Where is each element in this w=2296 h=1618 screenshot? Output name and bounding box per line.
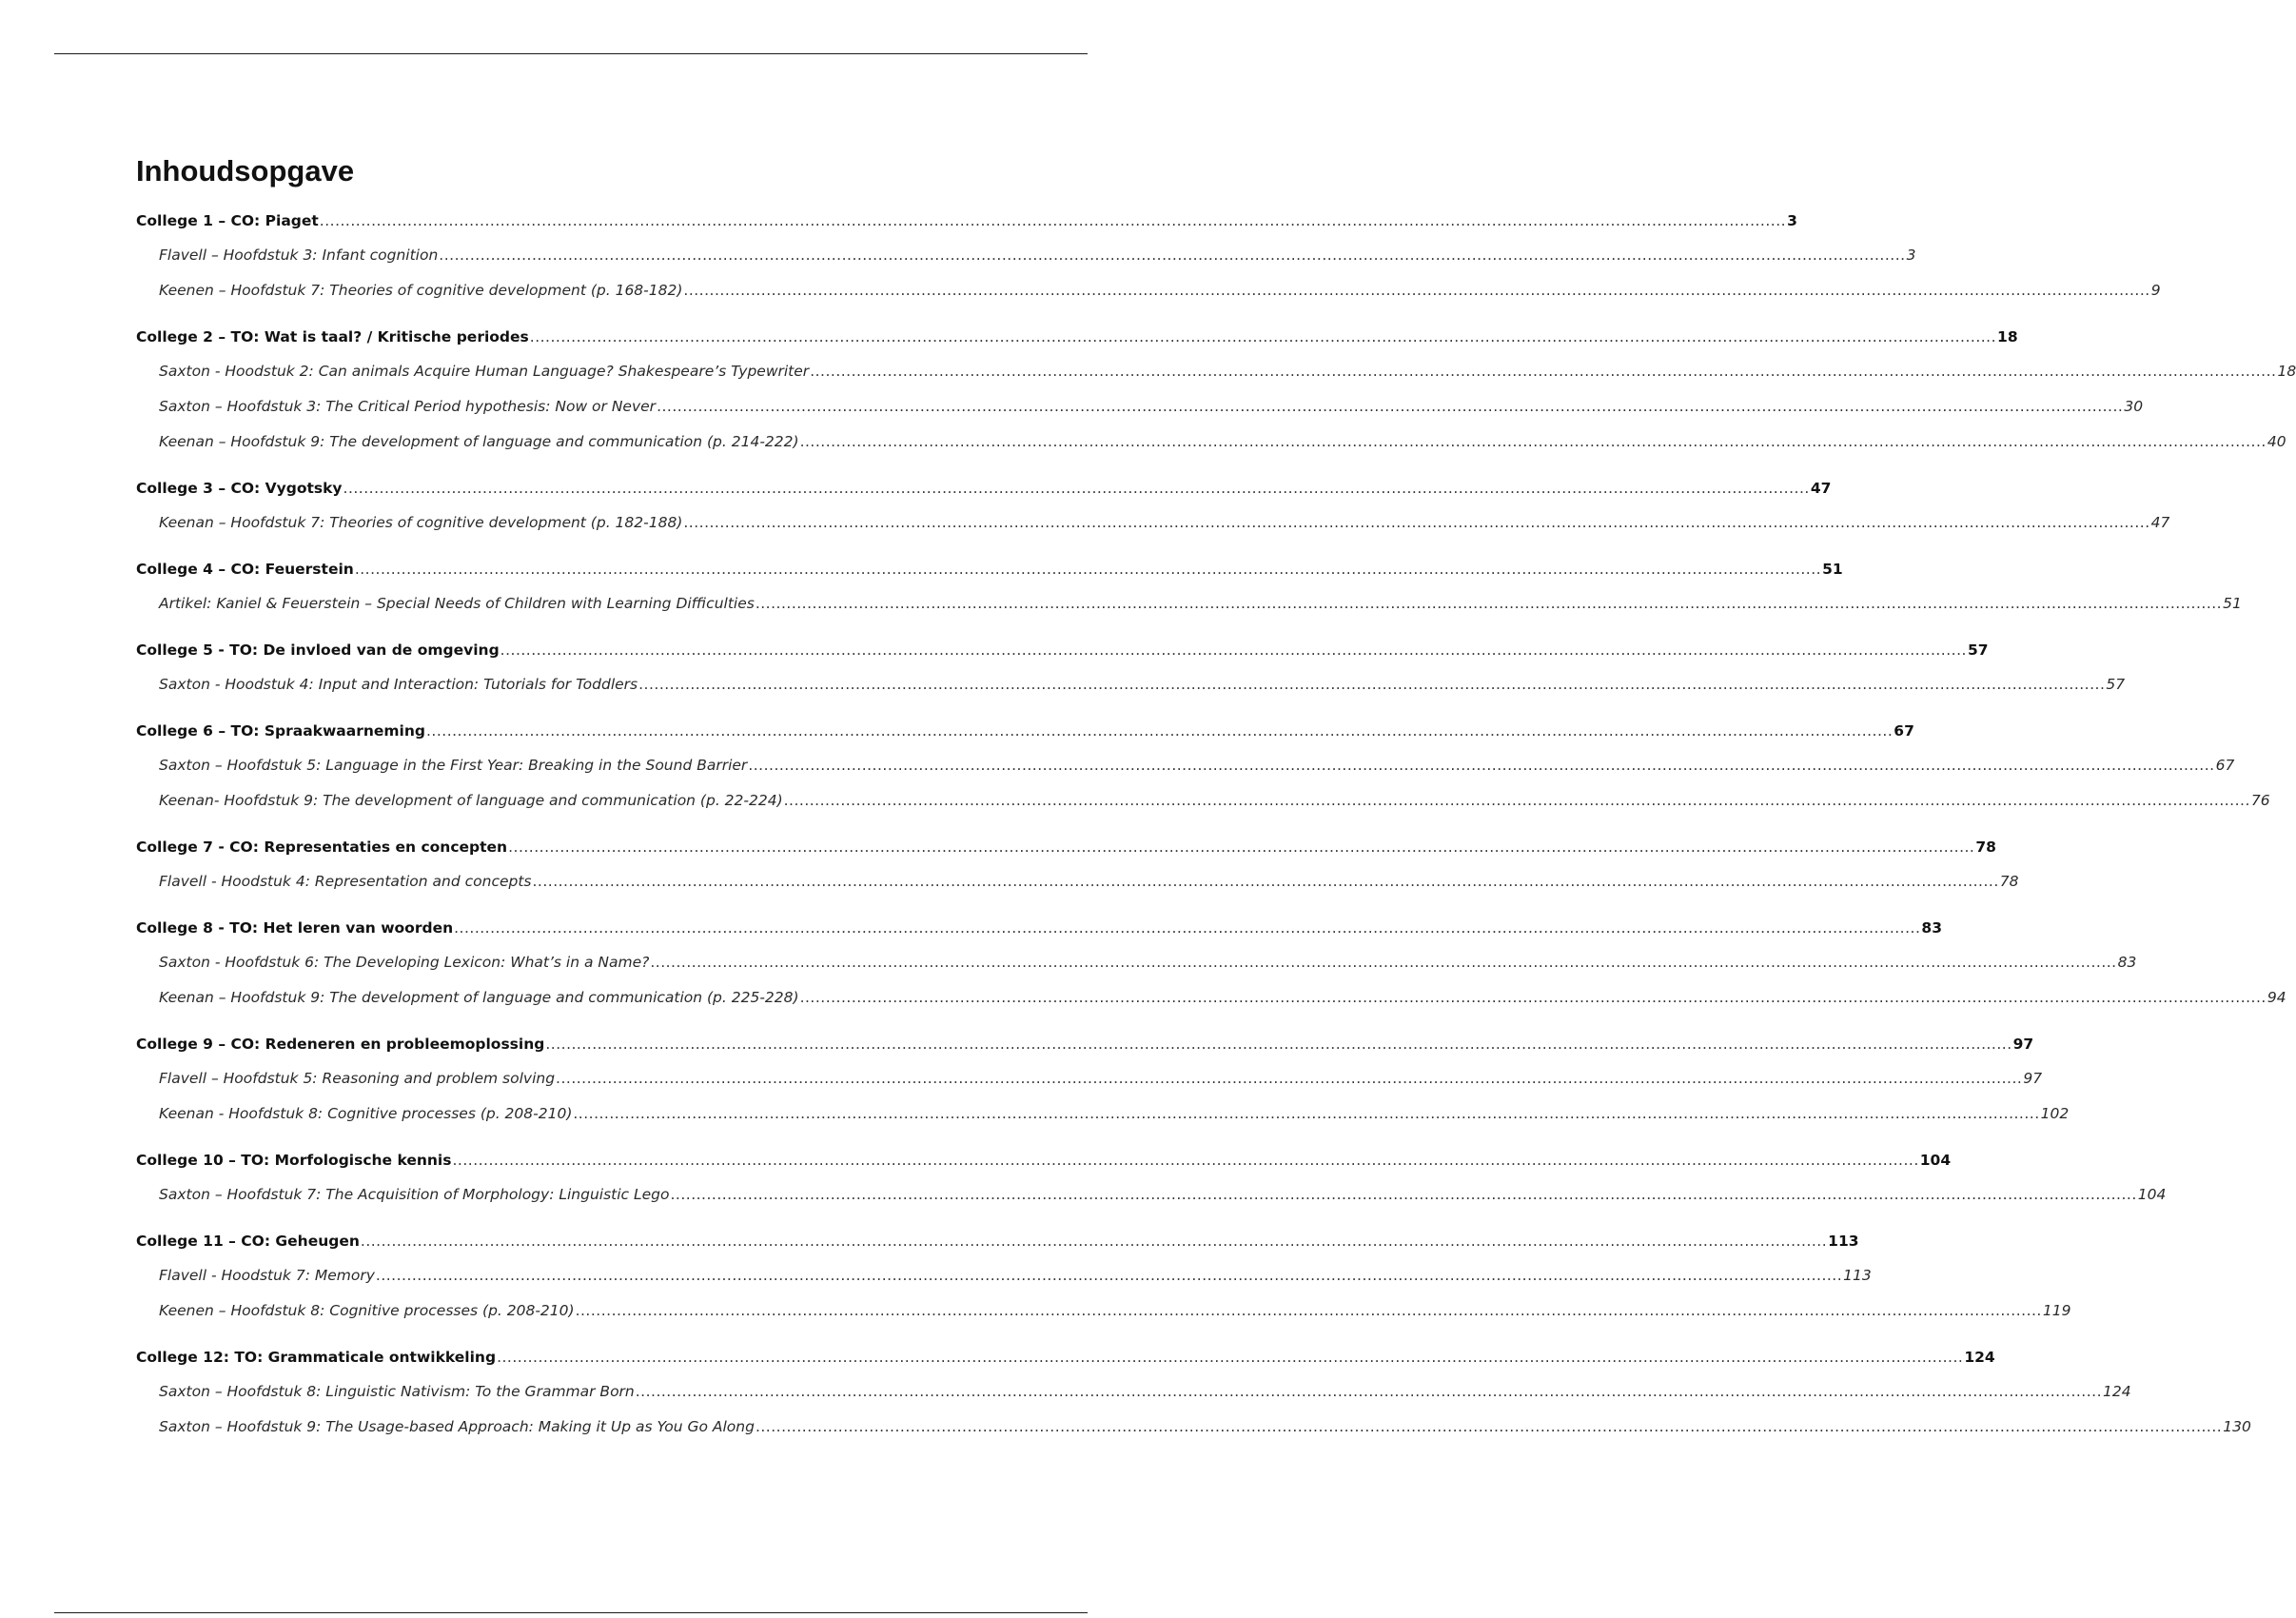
page-number: 104 bbox=[1919, 1152, 1952, 1169]
dot-leader bbox=[670, 1177, 2136, 1213]
page-number: 130 bbox=[2223, 1418, 2251, 1435]
dot-leader bbox=[756, 586, 2222, 622]
dot-leader bbox=[800, 980, 2267, 1016]
page-number: 9 bbox=[2150, 282, 2161, 299]
page-number: 102 bbox=[2040, 1105, 2070, 1122]
dot-leader bbox=[650, 945, 2116, 980]
toc-subentry[interactable] bbox=[136, 945, 2137, 980]
dot-leader bbox=[500, 633, 1967, 667]
page-number: 83 bbox=[2117, 954, 2137, 971]
college-title: College 5 - TO: De invloed van de omgeving bbox=[136, 641, 500, 659]
page-number: 18 bbox=[2277, 363, 2296, 380]
dot-leader bbox=[320, 204, 1786, 238]
toc-subentry[interactable] bbox=[136, 783, 2270, 819]
page-number: 119 bbox=[2042, 1302, 2071, 1319]
toc-subentry[interactable] bbox=[136, 1258, 1872, 1293]
chapter-title: Keenan – Hoofdstuk 7: Theories of cognitive development (p. 182-188) bbox=[159, 514, 683, 531]
page-number: 40 bbox=[2267, 433, 2286, 450]
dot-leader bbox=[784, 783, 2250, 819]
toc-subentry[interactable] bbox=[136, 1410, 2251, 1445]
page-number: 67 bbox=[1894, 722, 1914, 740]
page-number: 97 bbox=[2023, 1070, 2043, 1087]
chapter-title: Keenan – Hoofdstuk 9: The development of language and communication (p. 214-222) bbox=[159, 433, 799, 450]
toc-title: Inhoudsopgave bbox=[136, 154, 355, 187]
chapter-title: Saxton - Hoodstuk 2: Can animals Acquire Human Language? Shakespeare’s Typewriter bbox=[159, 363, 810, 380]
toc-college-entry[interactable] bbox=[136, 830, 1996, 864]
page-number: 18 bbox=[1997, 328, 2018, 345]
toc-college-entry[interactable] bbox=[136, 911, 1942, 945]
college-title: College 2 – TO: Wat is taal? / Kritische periodes bbox=[136, 328, 529, 345]
page-number: 51 bbox=[1822, 561, 1843, 578]
dot-leader bbox=[683, 505, 2149, 541]
dot-leader bbox=[556, 1061, 2022, 1096]
chapter-title: Keenen – Hoofdstuk 7: Theories of cognitive development (p. 168-182) bbox=[159, 282, 683, 299]
chapter-title: Flavell – Hoofdstuk 3: Infant cognition bbox=[159, 247, 439, 264]
dot-leader bbox=[530, 320, 1996, 354]
dot-leader bbox=[683, 273, 2149, 308]
dot-leader bbox=[376, 1258, 1842, 1293]
toc-subentry[interactable] bbox=[136, 748, 2235, 783]
toc-subentry[interactable] bbox=[136, 864, 2019, 899]
chapter-title: Saxton – Hoofdstuk 3: The Critical Period hypothesis: Now or Never bbox=[159, 398, 657, 415]
dot-leader bbox=[636, 1374, 2102, 1410]
chapter-title: Flavell – Hoofdstuk 5: Reasoning and problem solving bbox=[159, 1070, 556, 1087]
chapter-title: Saxton – Hoofdstuk 8: Linguistic Nativism: To the Grammar Born bbox=[159, 1383, 635, 1400]
dot-leader bbox=[439, 238, 1905, 273]
dot-leader bbox=[800, 424, 2267, 460]
toc-subentry[interactable] bbox=[136, 238, 1916, 273]
college-title: College 10 – TO: Morfologische kennis bbox=[136, 1152, 452, 1169]
toc-subentry[interactable] bbox=[136, 1177, 2167, 1213]
page-number: 83 bbox=[1921, 919, 1942, 937]
toc-subentry[interactable] bbox=[136, 273, 2161, 308]
toc-subentry[interactable] bbox=[136, 1293, 2071, 1329]
chapter-title: Artikel: Kaniel & Feuerstein – Special Needs of Children with Learning Difficulties bbox=[159, 595, 755, 612]
toc-subentry[interactable] bbox=[136, 586, 2242, 622]
chapter-title: Saxton – Hoofdstuk 5: Language in the First Year: Breaking in the Sound Barrier bbox=[159, 757, 748, 774]
chapter-title: Saxton - Hoofdstuk 6: The Developing Lexicon: What’s in a Name? bbox=[159, 954, 650, 971]
toc-college-entry[interactable] bbox=[136, 204, 1797, 238]
college-title: College 8 - TO: Het leren van woorden bbox=[136, 919, 454, 937]
chapter-title: Flavell - Hoodstuk 4: Representation and concepts bbox=[159, 873, 532, 890]
dot-leader bbox=[810, 354, 2276, 389]
dot-leader bbox=[355, 552, 1821, 586]
table-of-contents bbox=[136, 152, 2296, 1445]
college-title: College 1 – CO: Piaget bbox=[136, 212, 319, 229]
toc-subentry[interactable] bbox=[136, 667, 2126, 702]
page-number: 57 bbox=[2106, 676, 2126, 693]
toc-entries bbox=[136, 204, 2296, 1445]
dot-leader bbox=[576, 1293, 2042, 1329]
toc-college-entry[interactable] bbox=[136, 471, 1832, 505]
page-number: 67 bbox=[2215, 757, 2235, 774]
dot-leader bbox=[638, 667, 2105, 702]
chapter-title: Keenan – Hoofdstuk 9: The development of language and communication (p. 225-228) bbox=[159, 989, 799, 1006]
college-title: College 7 - CO: Representaties en concepten bbox=[136, 839, 508, 856]
page-number: 78 bbox=[1975, 839, 1996, 856]
chapter-title: Flavell - Hoodstuk 7: Memory bbox=[159, 1267, 375, 1284]
page-number: 94 bbox=[2267, 989, 2286, 1006]
page-number: 30 bbox=[2124, 398, 2144, 415]
college-title: College 9 – CO: Redeneren en probleemoplossing bbox=[136, 1036, 545, 1053]
page-number: 78 bbox=[1999, 873, 2019, 890]
page-number: 113 bbox=[1843, 1267, 1872, 1284]
dot-leader bbox=[452, 1143, 1918, 1177]
page-number: 97 bbox=[2012, 1036, 2034, 1053]
dot-leader bbox=[343, 471, 1810, 505]
page-number: 3 bbox=[1906, 247, 1916, 264]
toc-subentry[interactable] bbox=[136, 980, 2286, 1016]
chapter-title: Keenen – Hoofdstuk 8: Cognitive processes (p. 208-210) bbox=[159, 1302, 575, 1319]
header-rule bbox=[54, 53, 1088, 54]
page-number: 47 bbox=[2150, 514, 2170, 531]
dot-leader bbox=[508, 830, 1974, 864]
chapter-title: Saxton – Hoofdstuk 9: The Usage-based Approach: Making it Up as You Go Along bbox=[159, 1418, 755, 1435]
college-title: College 3 – CO: Vygotsky bbox=[136, 480, 343, 497]
dot-leader bbox=[361, 1224, 1827, 1258]
page-number: 124 bbox=[1964, 1349, 1995, 1366]
page-number: 124 bbox=[2103, 1383, 2131, 1400]
chapter-title: Keenan- Hoofdstuk 9: The development of language and communication (p. 22-224) bbox=[159, 792, 783, 809]
page-number: 104 bbox=[2137, 1186, 2167, 1203]
page-number: 57 bbox=[1967, 641, 1989, 659]
dot-leader bbox=[497, 1340, 1963, 1374]
page-number: 47 bbox=[1810, 480, 1832, 497]
dot-leader bbox=[657, 389, 2123, 424]
college-title: College 11 – CO: Geheugen bbox=[136, 1233, 360, 1250]
toc-college-entry[interactable] bbox=[136, 1027, 2034, 1061]
toc-subentry[interactable] bbox=[136, 354, 2296, 389]
toc-college-entry[interactable] bbox=[136, 552, 1843, 586]
college-title: College 4 – CO: Feuerstein bbox=[136, 561, 354, 578]
chapter-title: Saxton – Hoofdstuk 7: The Acquisition of Morphology: Linguistic Lego bbox=[159, 1186, 670, 1203]
toc-subentry[interactable] bbox=[136, 1096, 2070, 1132]
toc-subentry[interactable] bbox=[136, 1374, 2131, 1410]
toc-college-entry[interactable] bbox=[136, 714, 1914, 748]
toc-college-entry[interactable] bbox=[136, 1143, 1952, 1177]
toc-college-entry[interactable] bbox=[136, 1340, 1995, 1374]
page-number: 76 bbox=[2250, 792, 2270, 809]
page-number: 3 bbox=[1787, 212, 1797, 229]
dot-leader bbox=[748, 748, 2214, 783]
dot-leader bbox=[573, 1096, 2039, 1132]
chapter-title: Saxton - Hoodstuk 4: Input and Interaction: Tutorials for Toddlers bbox=[159, 676, 638, 693]
dot-leader bbox=[533, 864, 1999, 899]
dot-leader bbox=[545, 1027, 2011, 1061]
toc-college-entry[interactable] bbox=[136, 1224, 1859, 1258]
college-title: College 6 – TO: Spraakwaarneming bbox=[136, 722, 425, 740]
toc-subentry[interactable] bbox=[136, 389, 2144, 424]
dot-leader bbox=[454, 911, 1920, 945]
dot-leader bbox=[756, 1410, 2222, 1445]
page-number: 51 bbox=[2223, 595, 2242, 612]
dot-leader bbox=[426, 714, 1893, 748]
toc-subentry[interactable] bbox=[136, 424, 2286, 460]
toc-subentry[interactable] bbox=[136, 505, 2170, 541]
chapter-title: Keenan - Hoofdstuk 8: Cognitive processes (p. 208-210) bbox=[159, 1105, 573, 1122]
page-number: 113 bbox=[1828, 1233, 1859, 1250]
toc-college-entry[interactable] bbox=[136, 633, 1989, 667]
college-title: College 12: TO: Grammaticale ontwikkeling bbox=[136, 1349, 497, 1366]
footer-rule bbox=[54, 1612, 1088, 1613]
toc-college-entry[interactable] bbox=[136, 320, 2018, 354]
toc-subentry[interactable] bbox=[136, 1061, 2043, 1096]
